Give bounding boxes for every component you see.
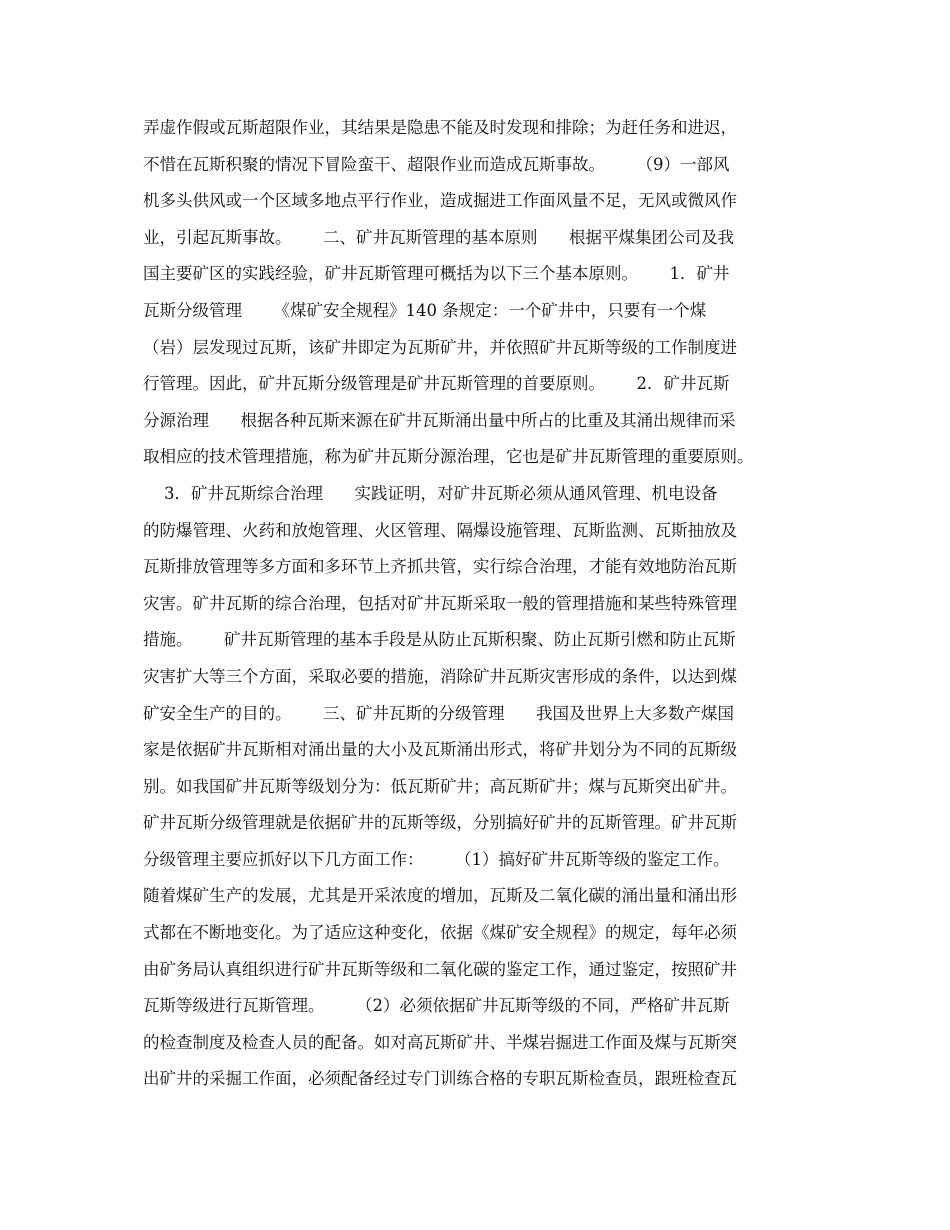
text-line: 取相应的技术管理措施，称为矿井瓦斯分源治理，它也是矿井瓦斯管理的重要原则。 (143, 447, 754, 467)
text-line: 随着煤矿生产的发展，尤其是开采浓度的增加，瓦斯及二氧化碳的涌出量和涌出形 (143, 886, 737, 906)
text-line: 灾害。矿井瓦斯的综合治理，包括对矿井瓦斯采取一般的管理措施和某些特殊管理 (143, 593, 737, 613)
text-line: 瓦斯排放管理等多方面和多环节上齐抓共管，实行综合治理，才能有效地防治瓦斯 (143, 557, 737, 577)
text-line: 行管理。因此，矿井瓦斯分级管理是矿井瓦斯管理的首要原则。 2．矿井瓦斯 (143, 374, 730, 394)
text-line: 由矿务局认真组织进行矿井瓦斯等级和二氧化碳的鉴定工作，通过鉴定，按照矿井 (143, 959, 737, 979)
text-line: 瓦斯分级管理 《煤矿安全规程》140 条规定：一个矿井中，只要有一个煤 (143, 300, 707, 320)
text-line: 别。如我国矿井瓦斯等级划分为：低瓦斯矿井；高瓦斯矿井；煤与瓦斯突出矿井。 (143, 776, 737, 796)
text-line: 的防爆管理、火药和放炮管理、火区管理、隔爆设施管理、瓦斯监测、瓦斯抽放及 (143, 520, 737, 540)
text-line: 国主要矿区的实践经验，矿井瓦斯管理可概括为以下三个基本原则。 1．矿井 (143, 264, 730, 284)
text-line: 式都在不断地变化。为了适应这种变化，依据《煤矿安全规程》的规定，每年必须 (143, 923, 737, 943)
text-line: 弄虚作假或瓦斯超限作业，其结果是隐患不能及时发现和排除；为赶任务和进迟， (143, 118, 737, 137)
text-line: 机多头供风或一个区域多地点平行作业，造成掘进工作面风量不足，无风或微风作 (143, 191, 737, 211)
text-line: 矿安全生产的目的。 三、矿井瓦斯的分级管理 我国及世界上大多数产煤国 (143, 703, 734, 723)
text-line: 分源治理 根据各种瓦斯来源在矿井瓦斯涌出量中所占的比重及其涌出规律而采 (143, 410, 736, 430)
text-line: 业，引起瓦斯事故。 二、矿井瓦斯管理的基本原则 根据平煤集团公司及我 (143, 227, 734, 247)
text-line: 的检查制度及检查人员的配备。如对高瓦斯矿井、半煤岩掘进工作面及煤与瓦斯突 (143, 1032, 737, 1052)
text-line: 分级管理主要应抓好以下几方面工作： （1）搞好矿井瓦斯等级的鉴定工作。 (143, 849, 730, 869)
text-line: 不惜在瓦斯积聚的情况下冒险蛮干、超限作业而造成瓦斯事故。 （9）一部风 (143, 154, 730, 174)
text-line: 家是依据矿井瓦斯相对涌出量的大小及瓦斯涌出形式，将矿井划分为不同的瓦斯级 (143, 740, 737, 760)
text-line: （岩）层发现过瓦斯，该矿井即定为瓦斯矿井，并依照矿井瓦斯等级的工作制度进 (143, 337, 737, 357)
text-line: 瓦斯等级进行瓦斯管理。 （2）必须依据矿井瓦斯等级的不同，严格矿井瓦斯 (143, 996, 730, 1016)
text-line: 出矿井的采掘工作面，必须配备经过专门训练合格的专职瓦斯检查员，跟班检查瓦 (143, 1069, 737, 1089)
body-text (143, 110, 823, 1098)
text-line: 3．矿井瓦斯综合治理 实践证明，对矿井瓦斯必须从通风管理、机电设备 (143, 483, 718, 503)
text-line: 矿井瓦斯分级管理就是依据矿井的瓦斯等级，分别搞好矿井的瓦斯管理。矿井瓦斯 (143, 813, 737, 833)
text-line: 措施。 矿井瓦斯管理的基本手段是从防止瓦斯积聚、防止瓦斯引燃和防止瓦斯 (143, 630, 736, 650)
text-line: 灾害扩大等三个方面，采取必要的措施，消除矿井瓦斯灾害形成的条件，以达到煤 (143, 666, 737, 686)
